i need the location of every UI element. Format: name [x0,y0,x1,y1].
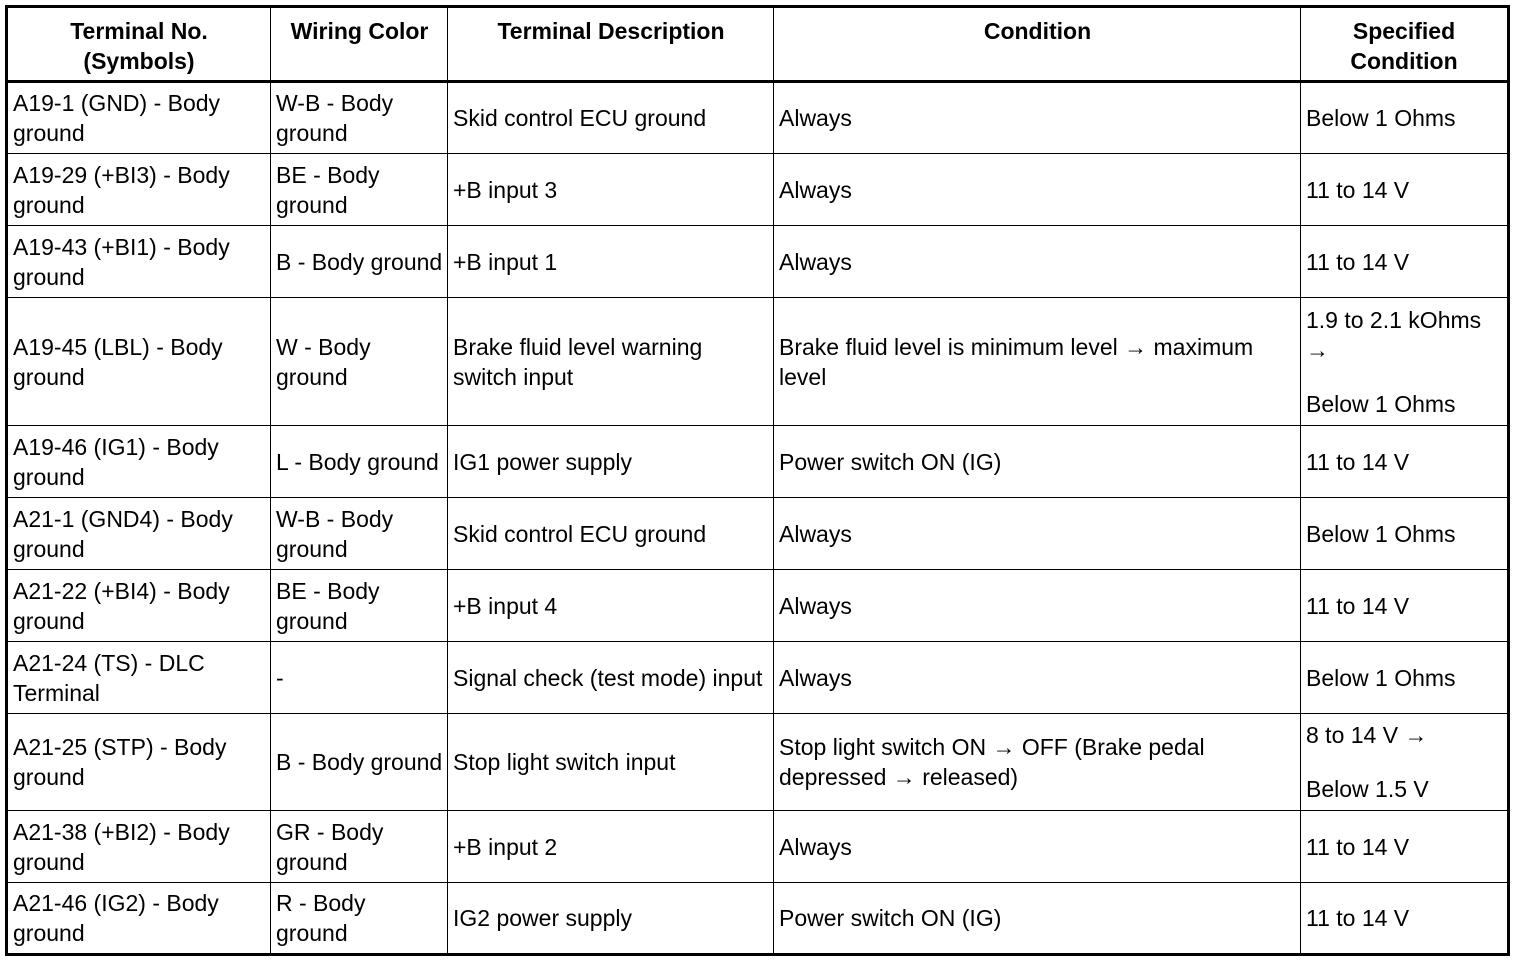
condition-cell: Always [774,154,1301,226]
specified-condition-cell [1301,298,1509,426]
description-cell: Brake fluid level warning switch input [448,298,774,426]
spec-line: Below 1 Ohms [1306,520,1456,547]
condition-cell: Brake fluid level is minimum level → maximum level [774,298,1301,426]
specified-condition-cell [1301,883,1509,955]
wiring-color-cell: BE - Body ground [271,570,448,642]
specified-condition-cell [1301,498,1509,570]
specified-condition-cell [1301,570,1509,642]
header-wiring-color: Wiring Color [271,7,448,82]
terminal-cell: A21-25 (STP) - Body ground [7,714,271,811]
spec-line: 11 to 14 V [1306,248,1410,275]
condition-cell: Always [774,642,1301,714]
wiring-color-cell: GR - Body ground [271,811,448,883]
header-specified-condition: Specified Condition [1301,7,1509,82]
table-row [7,883,1509,955]
terminal-cell: A21-38 (+BI2) - Body ground [7,811,271,883]
specified-condition-cell [1301,82,1509,154]
condition-cell: Always [774,82,1301,154]
table-row [7,714,1509,811]
spec-line: 1.9 to 2.1 kOhms → [1306,306,1482,363]
terminal-cell: A21-22 (+BI4) - Body ground [7,570,271,642]
table-row [7,82,1509,154]
table-row [7,298,1509,426]
wiring-color-cell: B - Body ground [271,714,448,811]
description-cell: IG1 power supply [448,426,774,498]
header-terminal-no: Terminal No. (Symbols) [7,7,271,82]
table-body [7,82,1509,955]
description-cell: +B input 1 [448,226,774,298]
specified-condition-cell [1301,642,1509,714]
description-cell: IG2 power supply [448,883,774,955]
description-cell: +B input 3 [448,154,774,226]
terminal-cell: A21-24 (TS) - DLC Terminal [7,642,271,714]
table-header [7,7,1509,82]
terminal-table [5,5,1510,956]
spec-line: 11 to 14 V [1306,833,1410,860]
spec-line: 11 to 14 V [1306,592,1410,619]
terminal-cell: A19-46 (IG1) - Body ground [7,426,271,498]
description-cell: Skid control ECU ground [448,498,774,570]
table-row [7,154,1509,226]
condition-cell: Always [774,226,1301,298]
terminal-cell: A21-46 (IG2) - Body ground [7,883,271,955]
condition-cell: Power switch ON (IG) [774,883,1301,955]
terminal-cell: A19-43 (+BI1) - Body ground [7,226,271,298]
spec-line: Below 1 Ohms [1306,390,1456,417]
header-condition: Condition [774,7,1301,82]
wiring-color-cell: W - Body ground [271,298,448,426]
terminal-cell: A19-45 (LBL) - Body ground [7,298,271,426]
description-cell: Stop light switch input [448,714,774,811]
spec-line: 11 to 14 V [1306,176,1410,203]
specified-condition-cell [1301,154,1509,226]
wiring-color-cell: B - Body ground [271,226,448,298]
header-terminal-description: Terminal Description [448,7,774,82]
wiring-color-cell: W-B - Body ground [271,82,448,154]
header-row [7,7,1509,82]
wiring-color-cell: L - Body ground [271,426,448,498]
specified-condition-cell [1301,714,1509,811]
spec-line: 11 to 14 V [1306,905,1410,931]
terminal-table-container [5,5,1510,956]
spec-line: Below 1.5 V [1306,776,1429,802]
wiring-color-cell: - [271,642,448,714]
description-cell: Skid control ECU ground [448,82,774,154]
table-row [7,811,1509,883]
terminal-cell: A19-29 (+BI3) - Body ground [7,154,271,226]
spec-gap [1306,750,1503,774]
description-cell: Signal check (test mode) input [448,642,774,714]
spec-line: Below 1 Ohms [1306,664,1456,691]
condition-cell: Stop light switch ON → OFF (Brake pedal depressed → released) [774,714,1301,811]
table-row [7,570,1509,642]
table-row [7,426,1509,498]
spec-line: 8 to 14 V → [1306,722,1428,748]
condition-cell: Power switch ON (IG) [774,426,1301,498]
wiring-color-cell: W-B - Body ground [271,498,448,570]
specified-condition-cell [1301,226,1509,298]
table-row [7,498,1509,570]
specified-condition-cell [1301,426,1509,498]
condition-cell: Always [774,811,1301,883]
table-row [7,226,1509,298]
condition-cell: Always [774,570,1301,642]
description-cell: +B input 4 [448,570,774,642]
condition-cell: Always [774,498,1301,570]
spec-line: Below 1 Ohms [1306,105,1456,131]
specified-condition-cell [1301,811,1509,883]
terminal-cell: A19-1 (GND) - Body ground [7,82,271,154]
description-cell: +B input 2 [448,811,774,883]
terminal-cell: A21-1 (GND4) - Body ground [7,498,271,570]
wiring-color-cell: BE - Body ground [271,154,448,226]
table-row [7,642,1509,714]
spec-line: 11 to 14 V [1306,448,1410,475]
spec-gap [1306,365,1503,389]
wiring-color-cell: R - Body ground [271,883,448,955]
